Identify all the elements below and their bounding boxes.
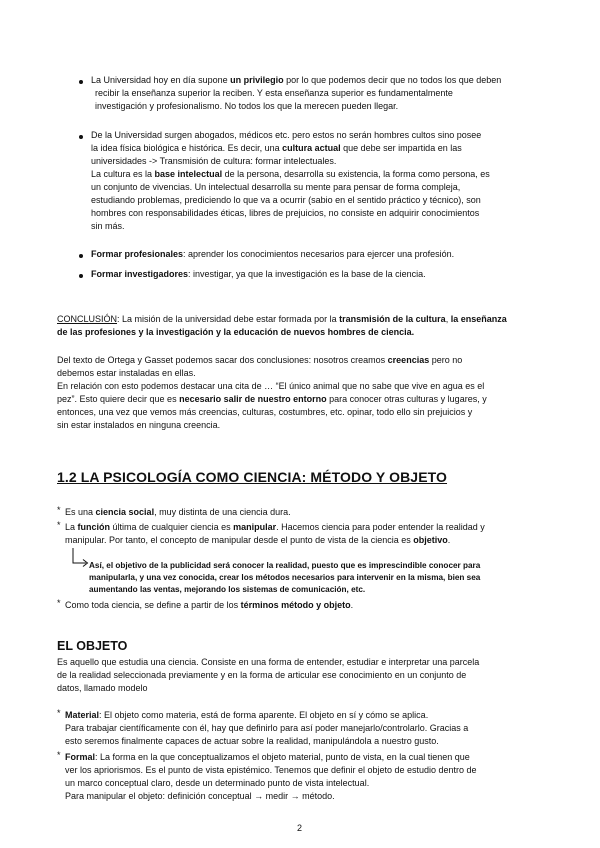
star-bullet: *: [57, 520, 61, 530]
formal-line2: ver los apriorismos. Es el punto de vista epistémico. Tenemos que definir el objeto de estudio dentro de: [65, 765, 477, 775]
bullet-2-line4: La cultura es la base intelectual de la persona, desarrolla su existencia, la forma como persona, es: [91, 169, 490, 179]
conclusion-line1: CONCLUSIÓN: La misión de la universidad debe estar formada por la transmisión de la cultura, la enseñanza: [57, 314, 507, 324]
ortega-line5: entonces, una vez que vemos más creencias, culturas, costumbres, etc. opinar, todo ello sin prejuicios y: [57, 407, 473, 417]
star-bullet: *: [57, 505, 61, 515]
ortega-line2: debemos estar instaladas en ellas.: [57, 368, 196, 378]
star-item-1: Es una ciencia social, muy distinta de una ciencia dura.: [65, 507, 291, 517]
formal-line3: un marco conceptual claro, desde un determinado punto de vista intelectual.: [65, 778, 370, 788]
bullet-1-line2: recibir la enseñanza superior la reciben. Y esta enseñanza superior es fundamentalmente: [95, 88, 453, 98]
star-bullet: *: [57, 708, 61, 718]
bullet-2-line3: universidades -> Transmisión de cultura: formar intelectuales.: [91, 156, 337, 166]
bullet-2-line1: De la Universidad surgen abogados, médicos etc. pero estos no serán hombres cultos sino posee: [91, 130, 482, 140]
bullet-dot: [79, 80, 83, 84]
conclusion-line2: de las profesiones y la investigación y la educación de nuevos hombres de ciencia.: [57, 327, 415, 337]
bullet-1-line3: investigación y profesionalismo. No todos los que la merecen pueden llegar.: [95, 101, 399, 111]
page-number: 2: [297, 823, 303, 833]
ortega-line3: En relación con esto podemos destacar una cita de … “El único animal que no sabe que vive en agua es el: [57, 381, 485, 391]
section-title: 1.2 LA PSICOLOGÍA COMO CIENCIA: MÉTODO Y OBJETO: [57, 469, 448, 485]
bullet-2-line8: sin más.: [91, 221, 125, 231]
objeto-line2: de la realidad seleccionada previamente y en la forma de articular ese conocimiento en un conjunto de: [57, 670, 467, 680]
star-item-3: Como toda ciencia, se define a partir de los términos método y objeto.: [65, 600, 354, 610]
formal-line4: Para manipular el objeto: definición conceptual → medir → método.: [65, 791, 335, 801]
bullet-dot: [79, 274, 83, 278]
material-line2: Para trabajar científicamente con él, hay que definirlo para así poder manejarlo/controlarlo. Gracias a: [65, 723, 469, 733]
arrow-note-line2: manipularla, y una vez conocida, crear los métodos necesarios para intervenir en la misma, bien sea: [89, 573, 481, 582]
star-item-2-line1: La función última de cualquier ciencia es manipular. Hacemos ciencia para poder entender la realidad y: [65, 522, 485, 532]
star-bullet: *: [57, 598, 61, 608]
bullet-dot: [79, 135, 83, 139]
formal-line1: Formal: La forma en la que conceptualizamos el objeto material, punto de vista, en la cual tienen que: [65, 752, 470, 762]
bullet-2-line2: la idea física biológica e histórica. Es decir, una cultura actual que debe ser impartida en las: [91, 143, 462, 153]
star-bullet: *: [57, 750, 61, 760]
ortega-line4: pez”. Esto quiere decir que es necesario salir de nuestro entorno para conocer otras culturas y lugares, y: [57, 394, 487, 404]
arrow-note-line1: Así, el objetivo de la publicidad será conocer la realidad, puesto que es imprescindible conocer para: [89, 561, 481, 570]
bullet-2-line6: estudiando problemas, prediciendo lo que va a ocurrir (sabio en el sentido práctico y técnico), son: [91, 195, 481, 205]
objeto-line3: datos, llamado modelo: [57, 683, 148, 693]
star-item-2-line2: manipular. Por tanto, el concepto de manipular desde el punto de vista de la ciencia es objetivo.: [65, 535, 451, 545]
ortega-line6: sin estar instalados en ninguna creencia.: [57, 420, 221, 430]
ortega-line1: Del texto de Ortega y Gasset podemos sacar dos conclusiones: nosotros creamos creencias pero no: [57, 355, 463, 365]
bullet-3: Formar profesionales: aprender los conocimientos necesarios para ejercer una profesión.: [91, 249, 455, 259]
bullet-4: Formar investigadores: investigar, ya que la investigación es la base de la ciencia.: [91, 269, 426, 279]
bullet-1: La Universidad hoy en día supone un privilegio por lo que podemos decir que no todos los que deben: [91, 75, 502, 85]
bullet-2-line5: un conjunto de vivencias. Un intelectual desarrolla su mente para pensar de forma compleja,: [91, 182, 461, 192]
bullet-2-line7: hombres con responsabilidades éticas, libres de prejuicios, no consiste en adquirir conocimientos: [91, 208, 480, 218]
objeto-line1: Es aquello que estudia una ciencia. Consiste en una forma de entender, estudiar e interpretar una parcela: [57, 657, 480, 667]
bullet-dot: [79, 254, 83, 258]
objeto-heading: EL OBJETO: [57, 639, 128, 653]
material-line1: Material: El objeto como materia, está de forma aparente. El objeto en sí y cómo se aplica.: [65, 710, 429, 720]
arrow-note-line3: aumentando las ventas, mejorando los sistemas de comunicación, etc.: [89, 585, 366, 594]
material-line3: esto seremos finalmente capaces de actuar sobre la realidad, manipulándola a nuestro gusto.: [65, 736, 439, 746]
